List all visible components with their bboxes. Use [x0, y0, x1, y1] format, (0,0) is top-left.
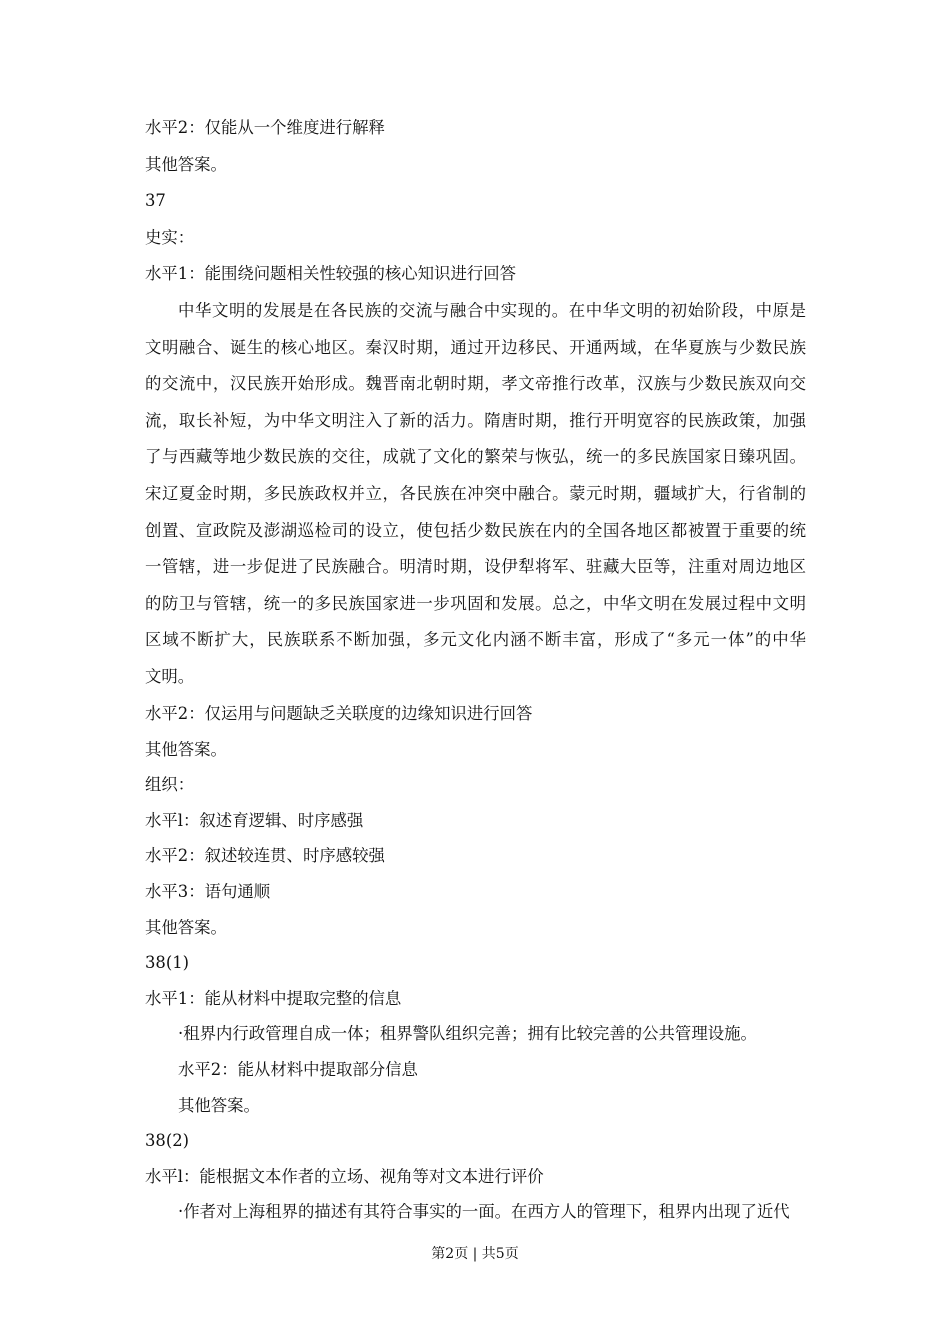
paragraph-line: 流，取长补短，为中华文明注入了新的活力。隋唐时期，推行开明宽容的民族政策，加强: [145, 410, 806, 430]
page-footer: 第2页 | 共5页: [431, 1246, 519, 1262]
text-line: 水平2：仅能从一个维度进行解释: [145, 118, 385, 137]
paragraph-line: 的交流中，汉民族开始形成。魏晋南北朝时期，孝文帝推行改革，汉族与少数民族双向交: [145, 374, 806, 394]
paragraph-line: 一管辖，进一步促进了民族融合。明清时期，设伊犁将军、驻藏大臣等，注重对周边地区: [145, 557, 806, 577]
text-line: 其他答案。: [178, 1095, 260, 1115]
document-body-top: [145, 110, 806, 696]
paragraph-line: 中华文明的发展是在各民族的交流与融合中实现的。在中华文明的初始阶段，中原是: [178, 300, 806, 320]
text-line: ·租界内行政管理自成一体；租界警队组织完善；拥有比较完善的公共管理设施。: [178, 1024, 757, 1044]
text-line: 水平l：叙述育逻辑、时序感强: [145, 810, 364, 830]
text-line: 水平1：能围绕问题相关性较强的核心知识进行回答: [145, 264, 517, 284]
paragraph-line: 文明。: [145, 666, 195, 686]
text-line: 组织：: [145, 775, 195, 795]
text-line: 38(2): [145, 1131, 190, 1151]
paragraph-line: 宋辽夏金时期，多民族政权并立，各民族在冲突中融合。蒙元时期，疆域扩大，行省制的: [145, 483, 806, 503]
text-line: 水平1：能从材料中提取完整的信息: [145, 988, 402, 1008]
text-line: ·作者对上海租界的描述有其符合事实的一面。在西方人的管理下，租界内出现了近代: [178, 1202, 790, 1222]
text-line: 水平3：语句通顺: [145, 881, 271, 901]
text-line: 38(1): [145, 953, 190, 973]
paragraph-line: 了与西藏等地少数民族的交往，成就了文化的繁荣与恢弘，统一的多民族国家日臻巩固。: [145, 447, 806, 467]
text-line: 水平2：仅运用与问题缺乏关联度的边缘知识进行回答: [145, 704, 533, 723]
text-line: 其他答案。: [145, 917, 227, 937]
question-number: 37: [145, 191, 166, 211]
answer-paragraph: [145, 293, 806, 696]
paragraph-line: 文明融合、诞生的核心地区。秦汉时期，通过开边移民、开通两域，在华夏族与少数民族: [145, 337, 806, 357]
document-body-bottom: [145, 696, 806, 1230]
text-line: 其他答案。: [145, 154, 227, 174]
section-label: 史实：: [145, 227, 195, 247]
text-line: 其他答案。: [145, 739, 227, 759]
paragraph-line: 区域不断扩大，民族联系不断加强，多元文化内涵不断丰富，形成了“多元一体”的中华: [145, 630, 806, 650]
paragraph-line: 创置、宣政院及澎湖巡检司的设立，使包括少数民族在内的全国各地区都被置于重要的统: [145, 520, 806, 540]
text-line: 水平2：能从材料中提取部分信息: [178, 1059, 418, 1079]
text-line: 水平2：叙述较连贯、时序感较强: [145, 846, 385, 866]
text-line: 水平l：能根据文本作者的立场、视角等对文本进行评价: [145, 1166, 544, 1186]
paragraph-line: 的防卫与管辖，统一的多民族国家进一步巩固和发展。总之，中华文明在发展过程中文明: [145, 593, 806, 613]
